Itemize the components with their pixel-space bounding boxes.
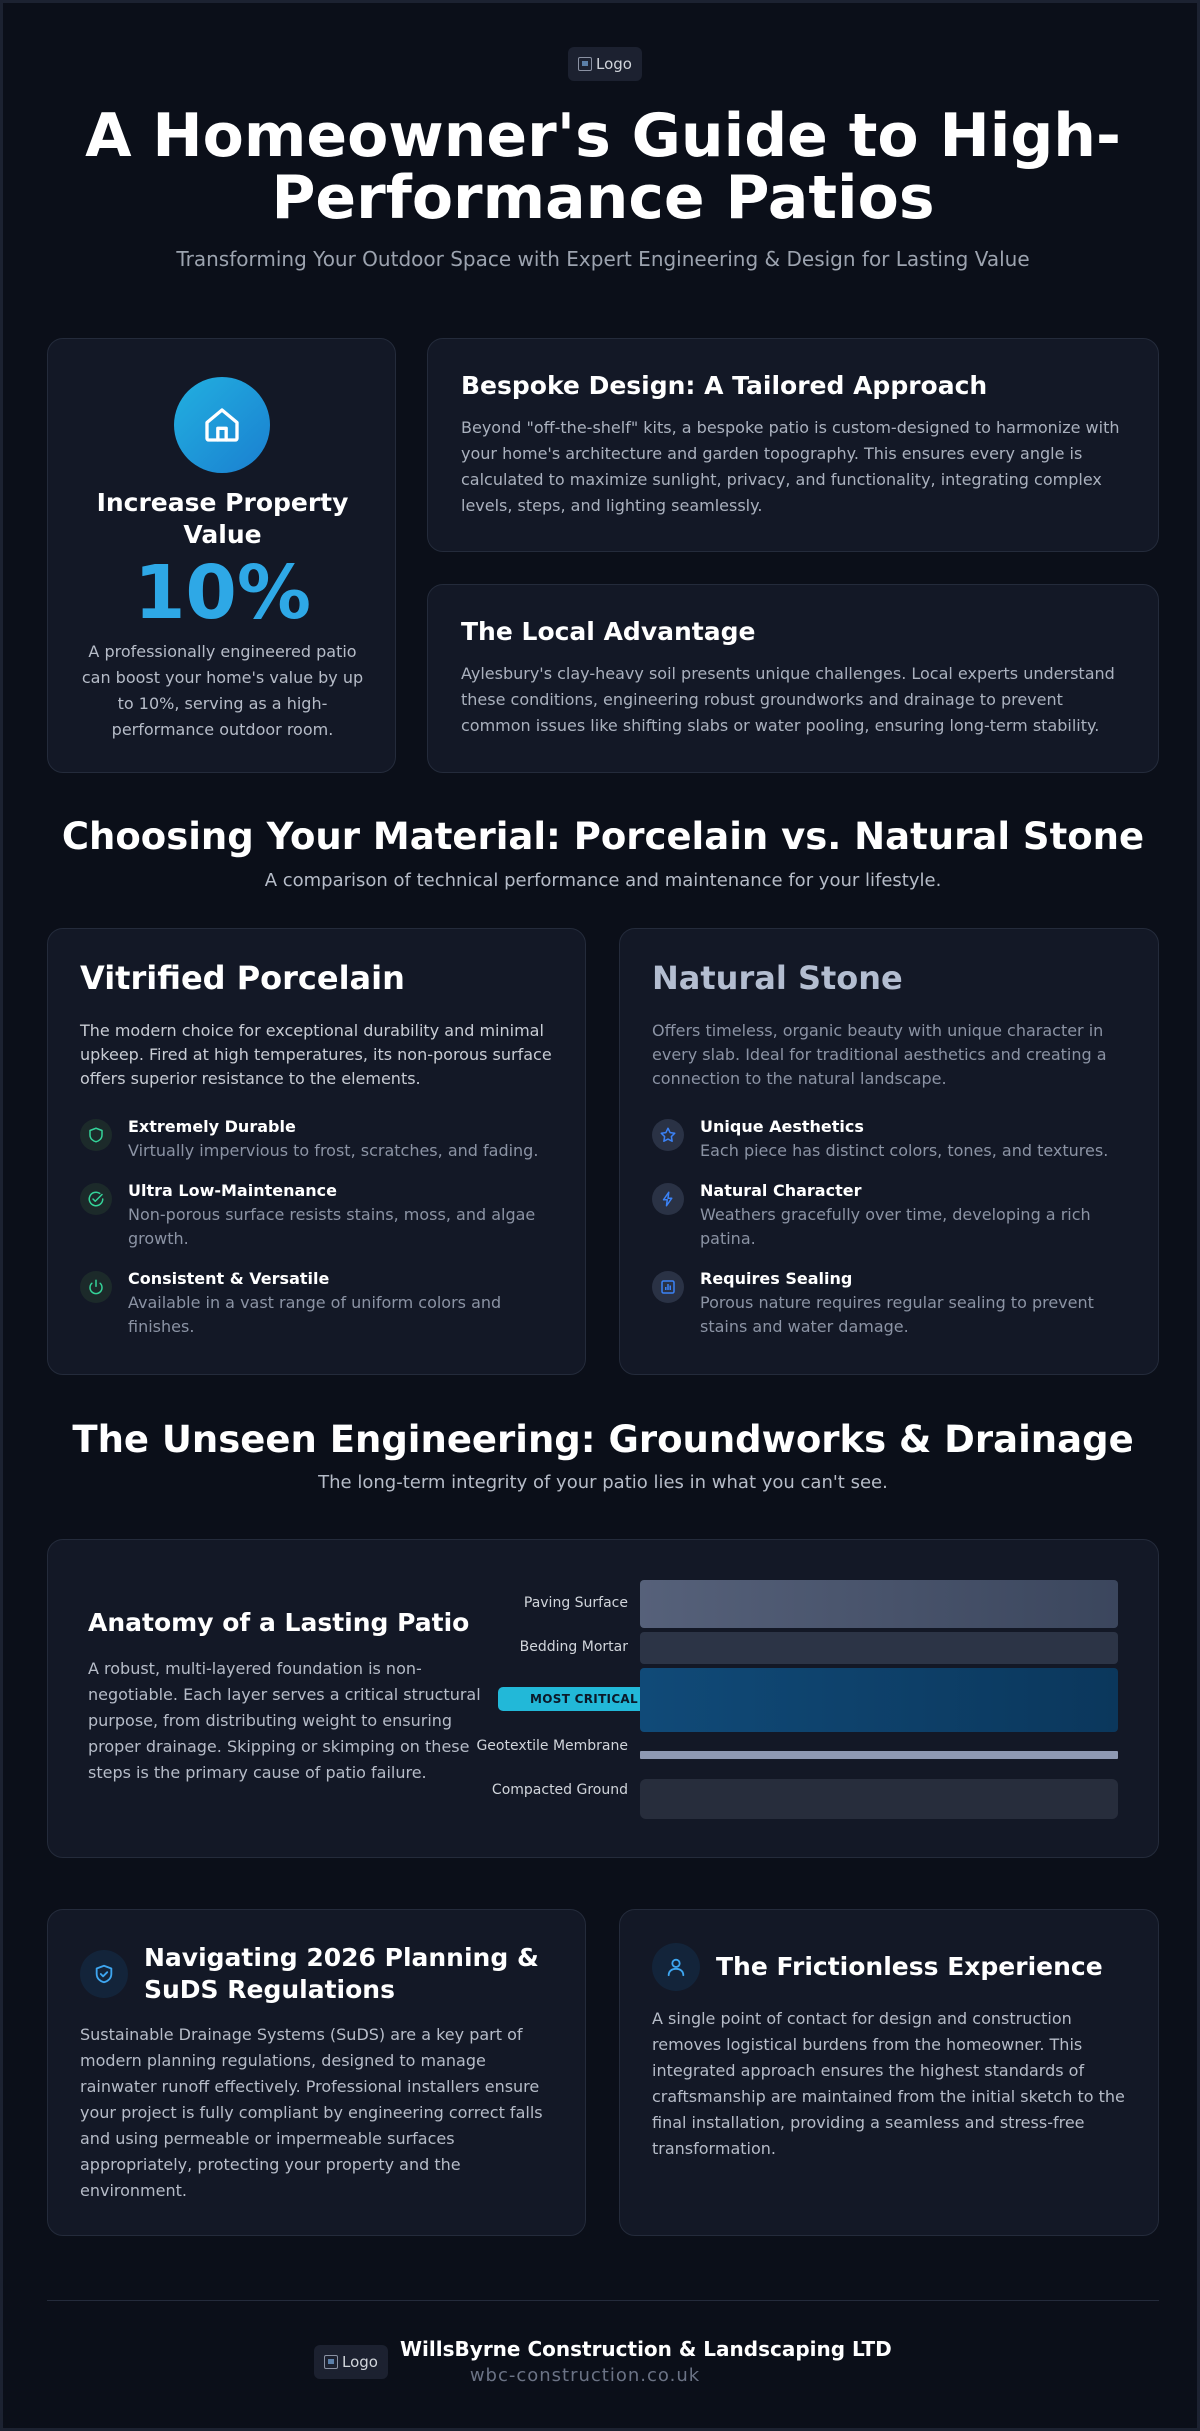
compacted-ground-layer: [640, 1779, 1118, 1819]
footer-logo: [314, 2345, 388, 2379]
frictionless-text: A single point of contact for design and construction removes logistical burdens from the homeowner. This integrated approach ensures the highest standards of craftsmanship are maintained from the initial sketch to the final installation, providing a seamless and stress-free transformation.: [652, 2009, 1125, 2158]
local-advantage-card: [427, 584, 1159, 773]
footer-logo-alt: Logo: [342, 2353, 378, 2371]
shield-icon: [80, 1119, 112, 1151]
footer-divider: [47, 2300, 1159, 2301]
anatomy-title: Anatomy of a Lasting Patio: [88, 1608, 470, 1637]
broken-image-icon: [578, 57, 592, 71]
bespoke-design-card: [427, 338, 1159, 552]
feature-name: Natural Character: [700, 1181, 862, 1200]
layer-label-ground: Compacted Ground: [491, 1782, 628, 1798]
layer-label-geotextile: Geotextile Membrane: [476, 1738, 628, 1754]
broken-image-icon: [324, 2355, 338, 2369]
page-title: A Homeowner's Guide to High-Performance Patios: [85, 101, 1121, 233]
feature-desc: Weathers gracefully over time, developing a rich patina.: [700, 1205, 1091, 1248]
local-title: The Local Advantage: [461, 617, 756, 646]
check-circle-icon: [80, 1183, 112, 1215]
property-value-card: [47, 338, 396, 773]
page-subtitle: Transforming Your Outdoor Space with Expert Engineering & Design for Lasting Value: [176, 247, 1030, 271]
footer-url-link[interactable]: wbc-construction.co.uk: [469, 2365, 701, 2386]
feature-desc: Each piece has distinct colors, tones, and textures.: [700, 1141, 1109, 1160]
engineering-subtitle: The long-term integrity of your patio lies in what you can't see.: [318, 1472, 888, 1493]
star-icon: [652, 1119, 684, 1151]
footer-company-name: WillsByrne Construction & Landscaping LTD: [400, 2337, 892, 2361]
materials-title: Choosing Your Material: Porcelain vs. Natural Stone: [61, 815, 1145, 858]
planning-title: Navigating 2026 Planning & SuDS Regulations: [144, 1943, 539, 2004]
bespoke-title: Bespoke Design: A Tailored Approach: [461, 371, 988, 400]
shield-check-icon: [80, 1950, 128, 1998]
bespoke-text: Beyond "off-the-shelf" kits, a bespoke patio is custom-designed to harmonize with your home's architecture and garden topography. This ensures every angle is calculated to maximize sunlight, privacy, and functionality, integrating complex levels, steps, and lighting seamlessly.: [461, 418, 1120, 515]
layer-label-paving: Paving Surface: [523, 1595, 628, 1611]
porcelain-title: Vitrified Porcelain: [80, 959, 405, 997]
frictionless-card: [619, 1909, 1159, 2236]
materials-subtitle: A comparison of technical performance and maintenance for your lifestyle.: [264, 870, 942, 891]
planning-text: Sustainable Drainage Systems (SuDS) are a key part of modern planning regulations, designed to manage rainwater runoff effectively. Professional installers ensure your project is fully compliant by engineering correct falls and using permeable or impermeable surfaces appropriately, protecting your property and the environment.: [80, 2025, 543, 2200]
sub-base-layer: [640, 1668, 1118, 1732]
stone-desc: Offers timeless, organic beauty with unique character in every slab. Ideal for traditional aesthetics and creating a connection to the natural landscape.: [652, 1021, 1107, 1088]
layer-label-bedding: Bedding Mortar: [519, 1639, 628, 1655]
home-icon: [174, 377, 270, 473]
porcelain-desc: The modern choice for exceptional durability and minimal upkeep. Fired at high temperatures, its non-porous surface offers superior resistance to the elements.: [80, 1021, 552, 1088]
feature-name: Extremely Durable: [128, 1117, 296, 1136]
user-icon: [652, 1943, 700, 1991]
bedding-mortar-layer: [640, 1632, 1118, 1664]
feature-name: Unique Aesthetics: [700, 1117, 864, 1136]
paving-surface-layer: [640, 1580, 1118, 1628]
feature-name: Ultra Low-Maintenance: [128, 1181, 337, 1200]
lightning-icon: [652, 1183, 684, 1215]
power-icon: [80, 1271, 112, 1303]
porcelain-card: [47, 928, 586, 1375]
property-value-text: A professionally engineered patio can boost your home's value by up to 10%, serving as a high-performance outdoor room.: [81, 642, 364, 739]
feature-desc: Virtually impervious to frost, scratches, and fading.: [128, 1141, 539, 1160]
header-logo-alt: Logo: [596, 55, 632, 73]
engineering-title: The Unseen Engineering: Groundworks & Drainage: [72, 1418, 1134, 1461]
frictionless-title: The Frictionless Experience: [716, 1952, 1103, 1981]
anatomy-card: [47, 1539, 1159, 1858]
header-logo: [568, 47, 642, 81]
feature-name: Consistent & Versatile: [128, 1269, 330, 1288]
natural-stone-card: [619, 928, 1159, 1375]
geotextile-membrane-layer: [640, 1751, 1118, 1759]
anatomy-text: A robust, multi-layered foundation is non-negotiable. Each layer serves a critical structural purpose, from distributing weight to ensuring proper drainage. Skipping or skimping on these steps is the primary cause of patio failure.: [88, 1659, 481, 1782]
stone-title: Natural Stone: [652, 959, 903, 997]
feature-desc: Non-porous surface resists stains, moss, and algae growth.: [128, 1205, 536, 1248]
property-value-number: 10%: [133, 550, 312, 636]
chart-icon: [652, 1271, 684, 1303]
feature-desc: Porous nature requires regular sealing to prevent stains and water damage.: [700, 1293, 1094, 1336]
planning-card: [47, 1909, 586, 2236]
most-critical-badge: MOST CRITICAL: [498, 1687, 670, 1711]
feature-name: Requires Sealing: [700, 1269, 853, 1288]
feature-desc: Available in a vast range of uniform colors and finishes.: [128, 1293, 502, 1336]
property-value-title: Increase Property Value: [96, 488, 349, 549]
local-text: Aylesbury's clay-heavy soil presents unique challenges. Local experts understand these conditions, engineering robust groundworks and drainage to prevent common issues like shifting slabs or water pooling, ensuring long-term stability.: [461, 664, 1115, 735]
